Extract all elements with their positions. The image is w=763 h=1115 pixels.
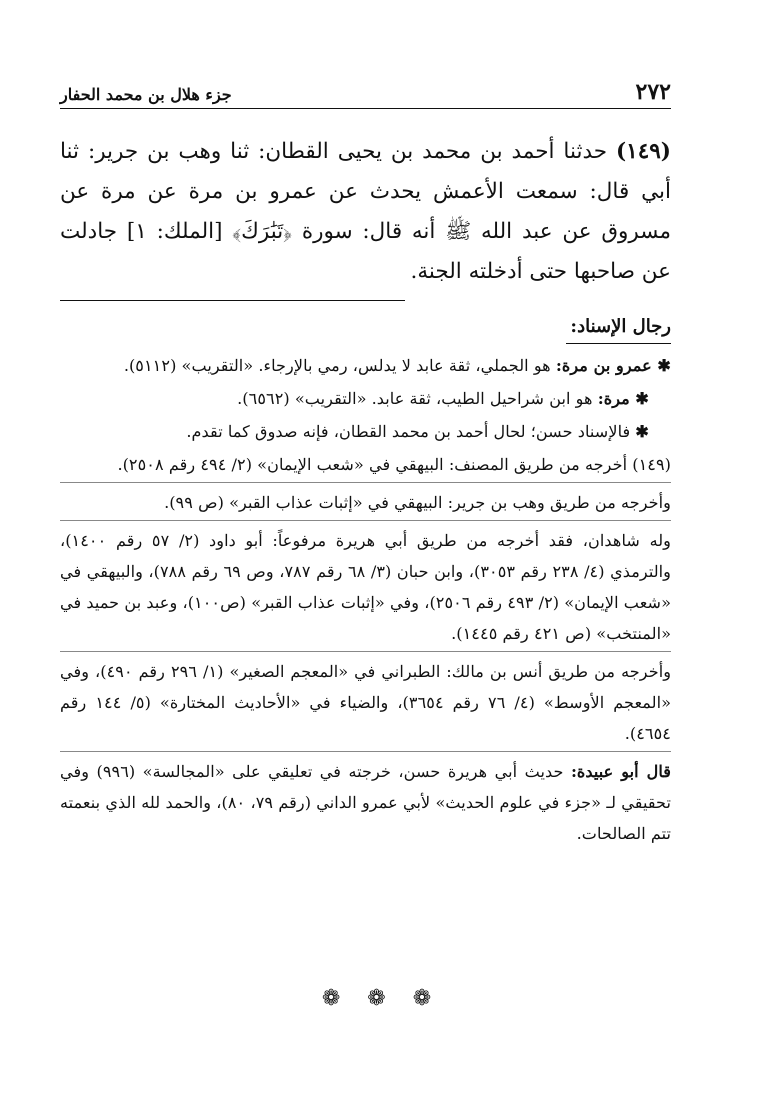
- paragraph-separator: [60, 482, 671, 483]
- page-number: ٢٧٢: [635, 79, 671, 105]
- end-ornament: ❁ ❁ ❁: [321, 986, 442, 1011]
- takhrij-paragraph: وأخرجه من طريق أنس بن مالك: الطبراني في «المعجم الصغير» (١/ ٢٩٦ رقم ٤٩٠)، وفي «المعجم الأوسط» (٤/ ٧٦ رقم ٣٦٥٤)، والضياء في «الأحاديث المختارة» (٥/ ١٤٤ رقم ٤٦٥٤).: [60, 662, 672, 743]
- narrator-description: هو ابن شراحيل الطيب، ثقة عابد. «التقريب» (٦٥٦٢).: [237, 389, 593, 408]
- hadith-number: (١٤٩): [615, 139, 671, 164]
- isnad-verdict: [60, 416, 671, 447]
- narrator-description: هو الجملي، ثقة عابد لا يدلس، رمي بالإرجاء. «التقريب» (٥١١٢).: [123, 356, 551, 375]
- running-title: جزء هلال بن محمد الحفار: [60, 85, 232, 104]
- page-header: [60, 74, 671, 109]
- conclusion-paragraph: [60, 756, 671, 849]
- paragraph-separator: [60, 651, 671, 652]
- narrator-note: [60, 383, 671, 414]
- hadith-body: حدثنا أحمد بن محمد بن يحيى القطان: ثنا وهب بن جرير: ثنا أبي قال: سمعت الأعمش يحدث عن عمرو بن مرة عن مرة عن مسروق عن عبد الله ﷺ أنه قال: سورة ﴿تَبَٰرَكَ﴾ [الملك: ١] جادلت عن صاحبها حتى أدخلته الجنة.: [60, 139, 671, 284]
- bullet-star: ✱: [635, 422, 649, 441]
- narrator-note: [60, 350, 671, 381]
- paragraph-separator: [60, 520, 671, 521]
- conclusion-text: حديث أبي هريرة حسن، خرجته في تعليقي على «المجالسة» (٩٩٦) وفي تحقيقي لـ «جزء في علوم الحديث» لأبي عمرو الداني (رقم ٧٩، ٨٠)، والحمد لله الذي بنعمته تتم الصالحات.: [60, 762, 671, 843]
- takhrij-paragraph: وأخرجه من طريق وهب بن جرير: البيهقي في «إثبات عذاب القبر» (ص ٩٩).: [164, 493, 671, 512]
- takhrij-paragraph: وله شاهدان، فقد أخرجه من طريق أبي هريرة مرفوعاً: أبو داود (٢/ ٥٧ رقم ١٤٠٠)، والترمذي (٤/ ٢٣٨ رقم ٣٠٥٣)، وابن حبان (٣/ ٦٨ رقم ٧٨٧، وص ٦٩ رقم ٧٨٨)، والبيهقي في «شعب الإيمان» (٢/ ٤٩٣ رقم ٢٥٠٦)، وفي «إثبات عذاب القبر» (ص١٠٠)، وعبد بن حميد في «المنتخب» (ص ٤٢١ رقم ١٤٤٥).: [60, 531, 671, 643]
- paragraph-separator: [60, 751, 671, 752]
- footnote-divider: [60, 300, 405, 301]
- conclusion-lead: قال أبو عبيدة:: [570, 762, 671, 781]
- notes-heading: رجال الإسناد:: [566, 316, 671, 344]
- takhrij-paragraph: (١٤٩) أخرجه من طريق المصنف: البيهقي في «شعب الإيمان» (٢/ ٤٩٤ رقم ٢٥٠٨).: [117, 455, 671, 474]
- narrator-name: ✱ عمرو بن مرة:: [555, 356, 671, 375]
- isnad-verdict-text: فالإسناد حسن؛ لحال أحمد بن محمد القطان، فإنه صدوق كما تقدم.: [186, 422, 631, 441]
- notes-block: [60, 350, 671, 851]
- hadith-text-block: [60, 132, 671, 292]
- narrator-name: ✱ مرة:: [597, 389, 649, 408]
